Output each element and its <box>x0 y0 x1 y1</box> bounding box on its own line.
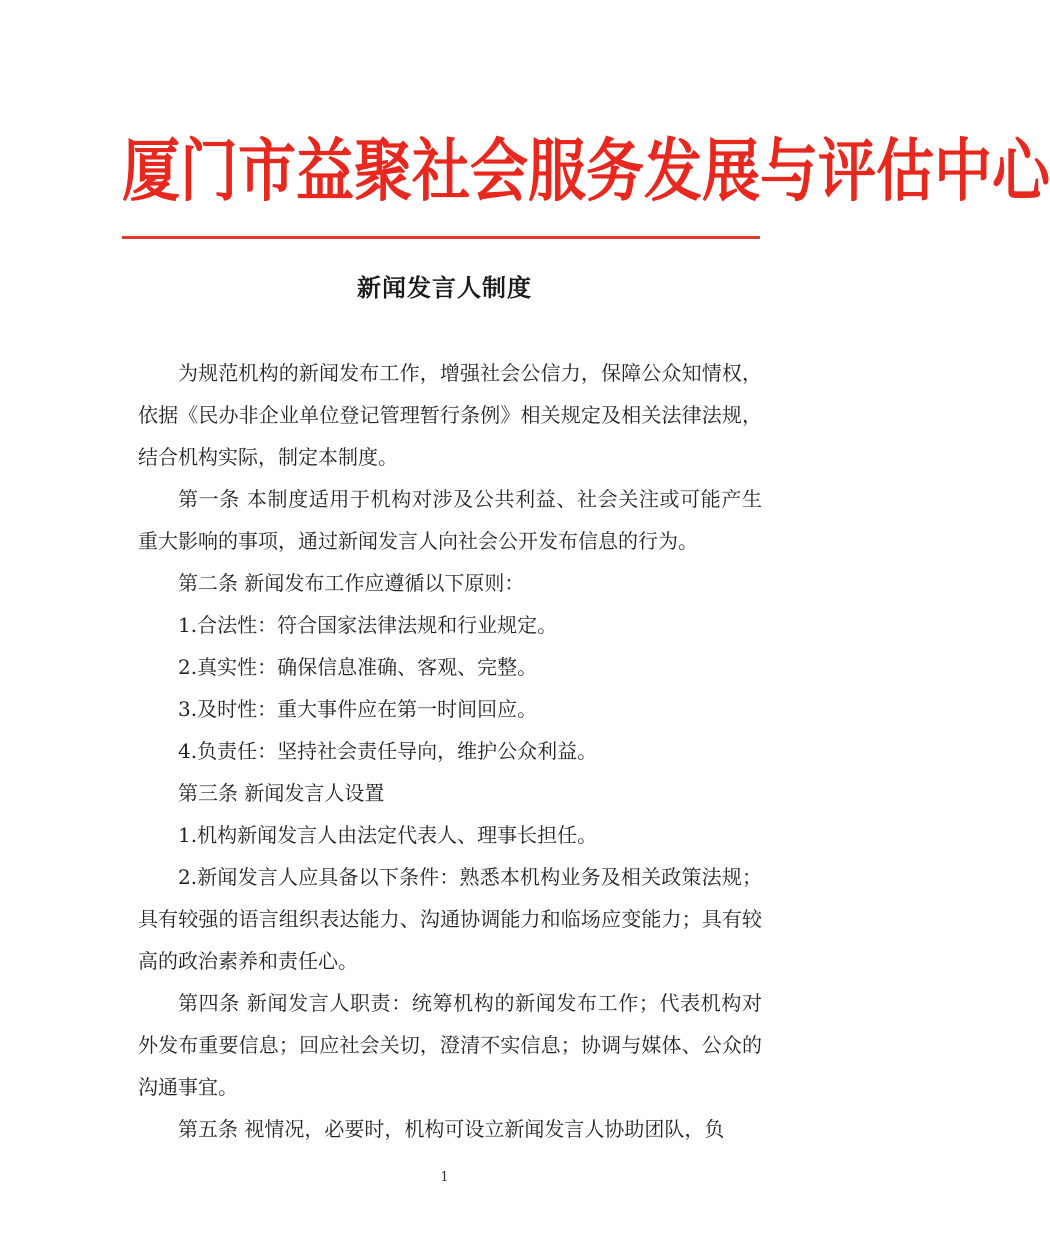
paragraph-article-5: 第五条 视情况，必要时，机构可设立新闻发言人协助团队，负 <box>178 1117 725 1141</box>
paragraph-article-3-item-1: 1.机构新闻发言人由法定代表人、理事长担任。 <box>178 823 598 847</box>
paragraph-article-3: 第三条 新闻发言人设置 <box>178 781 385 805</box>
paragraph-article-1: 第一条 本制度适用于机构对涉及公共利益、社会关注或可能产生重大影响的事项，通过新闻发言人向社会公开发布信息的行为。 <box>138 487 762 553</box>
paragraph-principle-3: 3.及时性：重大事件应在第一时间回应。 <box>178 697 538 721</box>
paragraph-article-2: 第二条 新闻发布工作应遵循以下原则： <box>178 571 525 595</box>
paragraph-principle-2: 2.真实性：确保信息准确、客观、完整。 <box>178 655 538 679</box>
letterhead-divider <box>122 236 760 239</box>
paragraph-principle-4: 4.负责任：坚持社会责任导向，维护公众利益。 <box>178 739 598 763</box>
letterhead-org-name: 厦门市益聚社会服务发展与评估中心 <box>122 130 1050 212</box>
page-number: 1 <box>440 1170 449 1185</box>
document-title: 新闻发言人制度 <box>357 274 532 302</box>
paragraph-article-3-item-2: 2.新闻发言人应具备以下条件：熟悉本机构业务及相关政策法规；具有较强的语言组织表达能力、沟通协调能力和临场应变能力；具有较高的政治素养和责任心。 <box>138 865 762 973</box>
paragraph-preamble: 为规范机构的新闻发布工作，增强社会公信力，保障公众知情权，依据《民办非企业单位登记管理暂行条例》相关规定及相关法律法规，结合机构实际，制定本制度。 <box>138 361 762 469</box>
paragraph-article-4: 第四条 新闻发言人职责：统筹机构的新闻发布工作；代表机构对外发布重要信息；回应社会关切，澄清不实信息；协调与媒体、公众的沟通事宜。 <box>138 991 762 1099</box>
document-body <box>138 352 762 1150</box>
paragraph-principle-1: 1.合法性：符合国家法律法规和行业规定。 <box>178 613 558 637</box>
